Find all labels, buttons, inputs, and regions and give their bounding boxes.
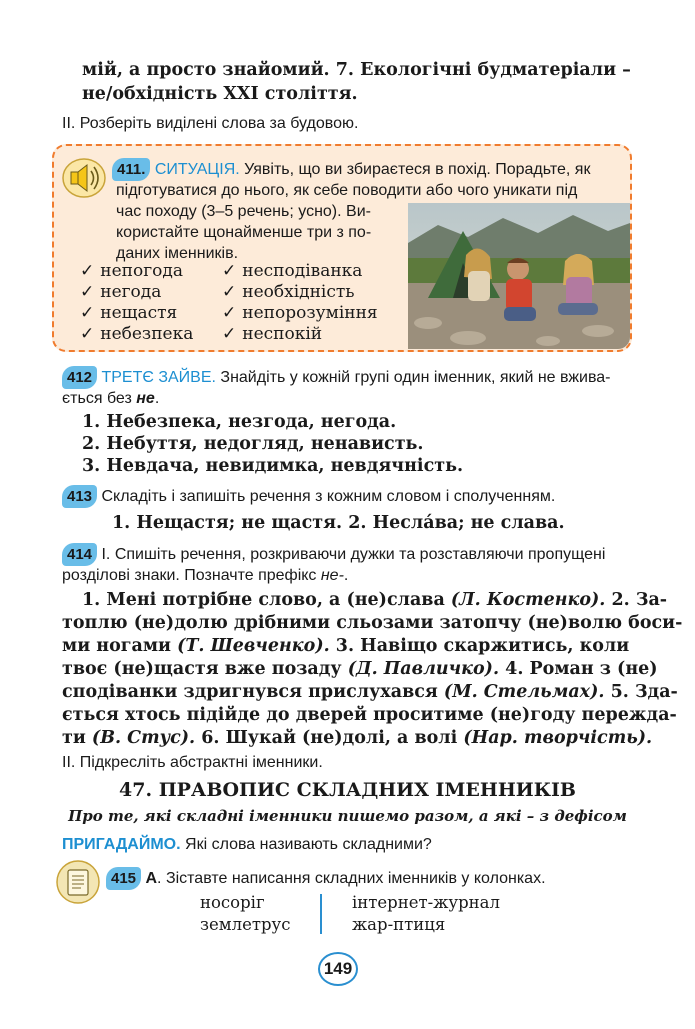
list-item: ✓ непорозуміння xyxy=(222,303,378,323)
exercise-number-badge: 412 xyxy=(62,366,97,389)
remember-block xyxy=(62,834,432,855)
task-instruction: II. Підкресліть абстрактні іменники. xyxy=(62,754,323,771)
list-item: 3. Невдача, невидимка, невдячність. xyxy=(82,456,464,476)
camping-photo xyxy=(408,203,630,349)
list-item: ✓ нещастя xyxy=(80,303,178,323)
task-letter: А xyxy=(145,870,158,887)
check-icon: ✓ xyxy=(222,282,237,302)
exercise-413-heading xyxy=(62,485,642,508)
remember-label: ПРИГАДАЙМО. xyxy=(62,836,181,853)
exercise-text: Складіть і запишіть речення з кожним словом і сполученням. xyxy=(101,488,556,505)
exercise-text: Уявіть, що ви збираєтеся в похід. Порадьте, як xyxy=(244,161,591,178)
exercise-text: Знайдіть у кожній групі один іменник, який не вжива- xyxy=(220,369,611,386)
word-list-right xyxy=(222,261,378,345)
check-icon: ✓ xyxy=(222,261,237,281)
exercise-title: СИТУАЦІЯ. xyxy=(154,161,240,178)
list-item: 2. Небуття, недогляд, ненависть. xyxy=(82,434,424,454)
remember-text: Які слова називають складними? xyxy=(185,836,432,853)
list-item: ✓ небезпека xyxy=(80,324,194,344)
sentence-line: топлю (не)долю дрібними сльозами затопчу (не)волю боси- xyxy=(62,613,683,633)
exercise-number-badge: 413 xyxy=(62,485,97,508)
exercise-text: розділові знаки. Позначте префікс не-. xyxy=(62,567,349,584)
list-item: інтернет-журнал xyxy=(352,893,500,912)
list-item: ✓ несподіванка xyxy=(222,261,363,281)
exercise-text: . Зіставте написання складних іменників у колонках. xyxy=(157,870,546,887)
sentence-line: ти (В. Стус). 6. Шукай (не)долі, а волі (Нар. творчість). xyxy=(62,728,653,748)
exercise-text: користайте щонайменше три з по- xyxy=(116,224,372,241)
sentence-line: сподіванки здригнувся прислухався (М. Стельмах). 5. Зда- xyxy=(62,682,678,702)
check-icon: ✓ xyxy=(222,324,237,344)
exercise-414-heading xyxy=(62,543,642,566)
check-icon: ✓ xyxy=(80,282,95,302)
exercise-text: I. Спишіть речення, розкриваючи дужки та розставляючи пропущені xyxy=(101,546,606,563)
exercise-text: ється без не. xyxy=(62,390,160,407)
check-icon: ✓ xyxy=(80,303,95,323)
list-item: ✓ негода xyxy=(80,282,162,302)
exercise-text: підготуватися до нього, як себе поводити або чого уникати під xyxy=(116,182,578,199)
check-icon: ✓ xyxy=(222,303,237,323)
exercise-words: 1. Нещастя; не щастя. 2. Неслáва; не слава. xyxy=(112,513,565,533)
exercise-number-badge: 415 xyxy=(106,867,141,890)
word-list-left xyxy=(80,261,193,345)
page-number: 149 xyxy=(318,952,358,986)
section-subtitle: Про те, які складні іменники пишемо разом, а які – з дефісом xyxy=(68,807,627,825)
exercise-text: даних іменників. xyxy=(116,245,239,262)
check-icon: ✓ xyxy=(80,324,95,344)
sentence-line: ми ногами (Т. Шевченко). 3. Навіщо скаржитись, коли xyxy=(62,636,630,656)
exercise-number-badge: 411. xyxy=(112,158,150,181)
list-item: ✓ необхідність xyxy=(222,282,355,302)
list-item: носоріг xyxy=(200,893,265,912)
sentence-line: ється хтось підійде до дверей проситиме (не)году пережда- xyxy=(62,705,677,725)
sentence-line: твоє (не)щастя вже позаду (Д. Павличко). 4. Роман з (не) xyxy=(62,659,658,679)
section-title: 47. ПРАВОПИС СКЛАДНИХ ІМЕННИКІВ xyxy=(119,779,576,801)
list-item: ✓ непогода xyxy=(80,261,183,281)
column-right xyxy=(352,892,500,936)
emphasis-word: не xyxy=(136,390,155,407)
exercise-number-badge: 414 xyxy=(62,543,97,566)
exercise-412-heading xyxy=(62,366,642,389)
speaker-icon xyxy=(62,158,106,198)
check-icon: ✓ xyxy=(80,261,95,281)
list-item: землетрус xyxy=(200,915,291,934)
list-item: жар-птиця xyxy=(352,915,446,934)
sentence-line: 1. Мені потрібне слово, а (не)слава (Л. Костенко). 2. За- xyxy=(82,590,668,610)
exercise-411-heading xyxy=(112,158,632,181)
text-line: не/обхідність XXI століття. xyxy=(82,84,358,104)
column-divider xyxy=(320,894,322,934)
exercise-title: ТРЕТЄ ЗАЙВЕ. xyxy=(101,369,216,386)
exercise-text: час походу (3–5 речень; усно). Ви- xyxy=(116,203,371,220)
list-item: ✓ неспокій xyxy=(222,324,323,344)
column-left xyxy=(200,892,290,936)
text-line: мій, а просто знайомий. 7. Екологічні будматеріали – xyxy=(82,60,631,80)
notebook-icon xyxy=(56,860,100,904)
exercise-415-heading xyxy=(106,867,646,890)
prefix: не- xyxy=(320,567,344,584)
task-instruction: II. Розберіть виділені слова за будовою. xyxy=(62,115,359,132)
list-item: 1. Небезпека, незгода, негода. xyxy=(82,412,397,432)
